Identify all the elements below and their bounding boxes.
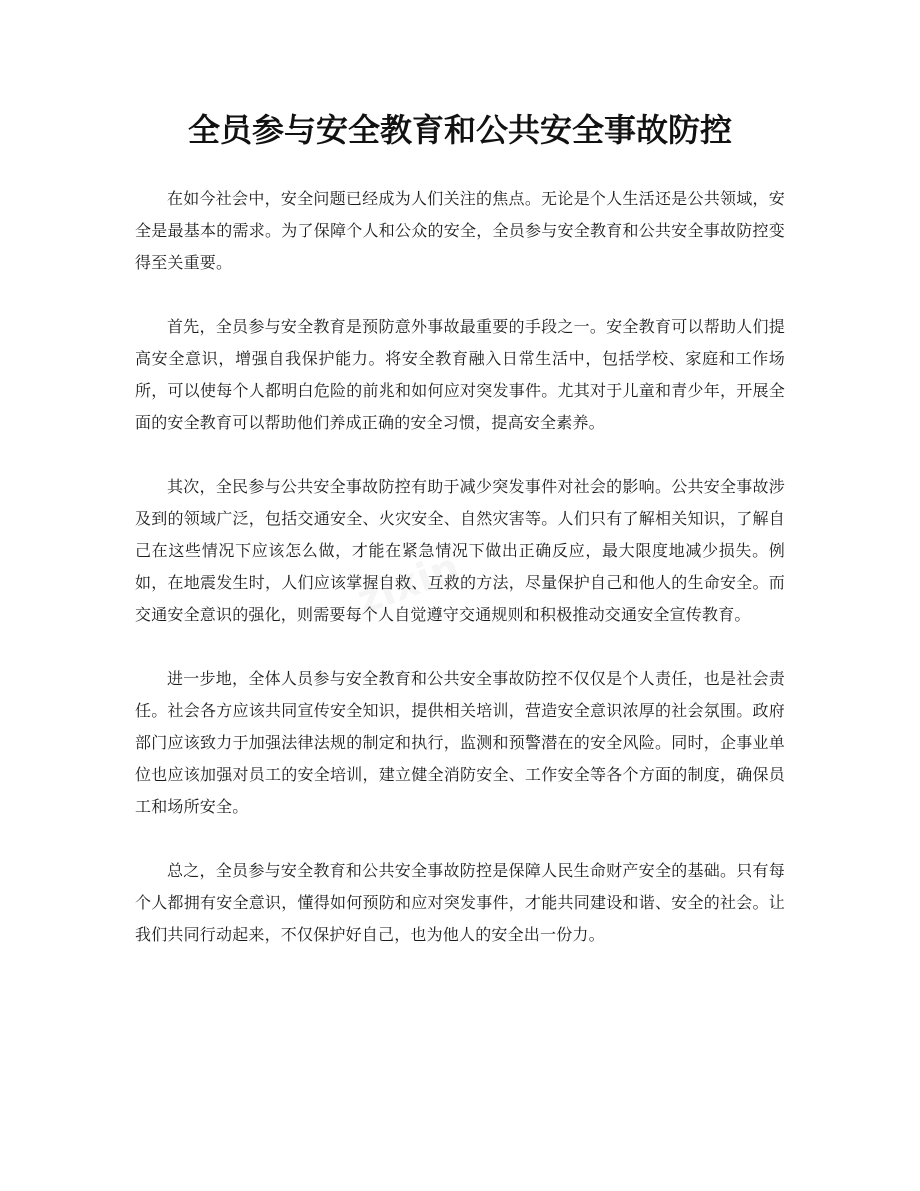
paragraph-1: 在如今社会中，安全问题已经成为人们关注的焦点。无论是个人生活还是公共领域，安全是最基本的需求。为了保障个人和公众的安全，全员参与安全教育和公共安全事故防控变得至关重要。: [135, 189, 785, 272]
paragraph-2: 首先，全员参与安全教育是预防意外事故最重要的手段之一。安全教育可以帮助人们提高安全意识，增强自我保护能力。将安全教育融入日常生活中，包括学校、家庭和工作场所，可以使每个人都明白危险的前兆和如何应对突发事件。尤其对于儿童和青少年，开展全面的安全教育可以帮助他们养成正确的安全习惯，提高安全素养。: [135, 317, 785, 432]
document-title: 全员参与安全教育和公共安全事故防控: [187, 111, 732, 149]
document-body: [135, 183, 785, 983]
paragraph-5: 总之，全员参与安全教育和公共安全事故防控是保障人民生命财产安全的基础。只有每个人都拥有安全意识，懂得如何预防和应对突发事件，才能共同建设和谐、安全的社会。让我们共同行动起来，不仅保护好自己，也为他人的安全出一份力。: [135, 861, 785, 944]
paragraph-4: 进一步地，全体人员参与安全教育和公共安全事故防控不仅仅是个人责任，也是社会责任。社会各方应该共同宣传安全知识，提供相关培训，营造安全意识浓厚的社会氛围。政府部门应该致力于加强法律法规的制定和执行，监测和预警潜在的安全风险。同时，企事业单位也应该加强对员工的安全培训，建立健全消防安全、工作安全等各个方面的制度，确保员工和场所安全。: [135, 669, 785, 816]
paragraph-3: 其次，全民参与公共安全事故防控有助于减少突发事件对社会的影响。公共安全事故涉及到的领域广泛，包括交通安全、火灾安全、自然灾害等。人们只有了解相关知识，了解自己在这些情况下应该怎么做，才能在紧急情况下做出正确反应，最大限度地减少损失。例如，在地震发生时，人们应该掌握自救、互救的方法，尽量保护自己和他人的生命安全。而交通安全意识的强化，则需要每个人自觉遵守交通规则和积极推动交通安全宣传教育。: [135, 477, 785, 624]
